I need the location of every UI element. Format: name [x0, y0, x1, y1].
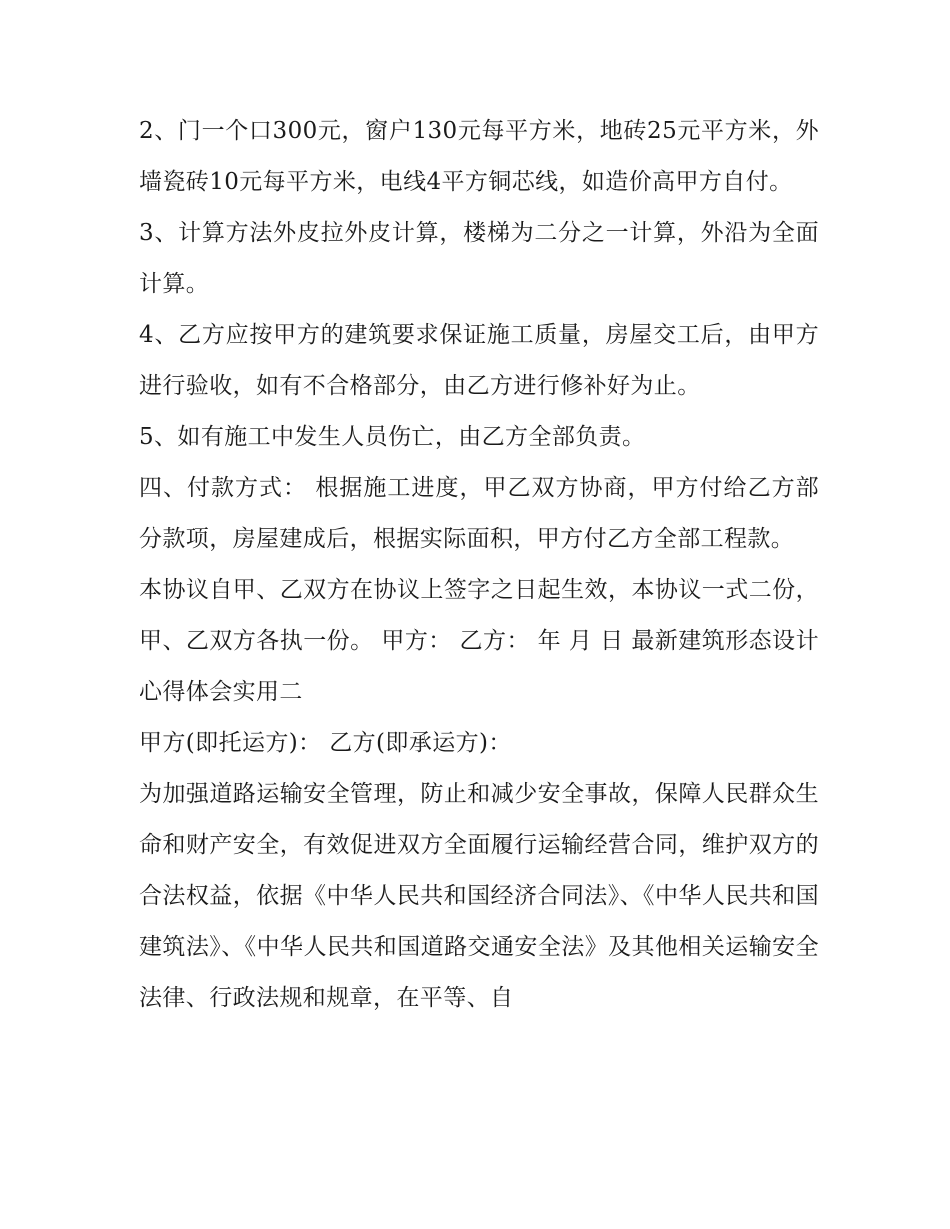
paragraph-agreement-effective: 本协议自甲、乙双方在协议上签字之日起生效，本协议一式二份，甲、乙双方各执一份。 甲方： 乙方： 年 月 日 最新建筑形态设计心得体会实用二 — [139, 577, 819, 705]
paragraph-item-4: 4、乙方应按甲方的建筑要求保证施工质量，房屋交工后，由甲方进行验收，如有不合格部分，由乙方进行修补好为止。 — [139, 322, 819, 399]
paragraph-parties: 甲方(即托运方)： 乙方(即承运方)： — [139, 730, 512, 756]
paragraph-purpose: 为加强道路运输安全管理，防止和减少安全事故，保障人民群众生命和财产安全，有效促进双方全面履行运输经营合同，维护双方的合法权益，依据《中华人民共和国经济合同法》、《中华人民共和国建筑法》、《中华人民共和国道路交通安全法》及其他相关运输安全法律、行政法规和规章，在平等、自 — [139, 781, 819, 1011]
paragraph-payment-method: 四、付款方式： 根据施工进度，甲乙双方协商，甲方付给乙方部分款项，房屋建成后，根据实际面积，甲方付乙方全部工程款。 — [139, 475, 819, 552]
paragraph-item-5: 5、如有施工中发生人员伤亡，由乙方全部负责。 — [139, 424, 646, 450]
document-body — [139, 106, 819, 1024]
paragraph-item-2: 2、门一个口300元，窗户130元每平方米，地砖25元平方米，外墙瓷砖10元每平方米，电线4平方铜芯线，如造价高甲方自付。 — [139, 118, 819, 195]
paragraph-item-3: 3、计算方法外皮拉外皮计算，楼梯为二分之一计算，外沿为全面计算。 — [139, 220, 819, 297]
